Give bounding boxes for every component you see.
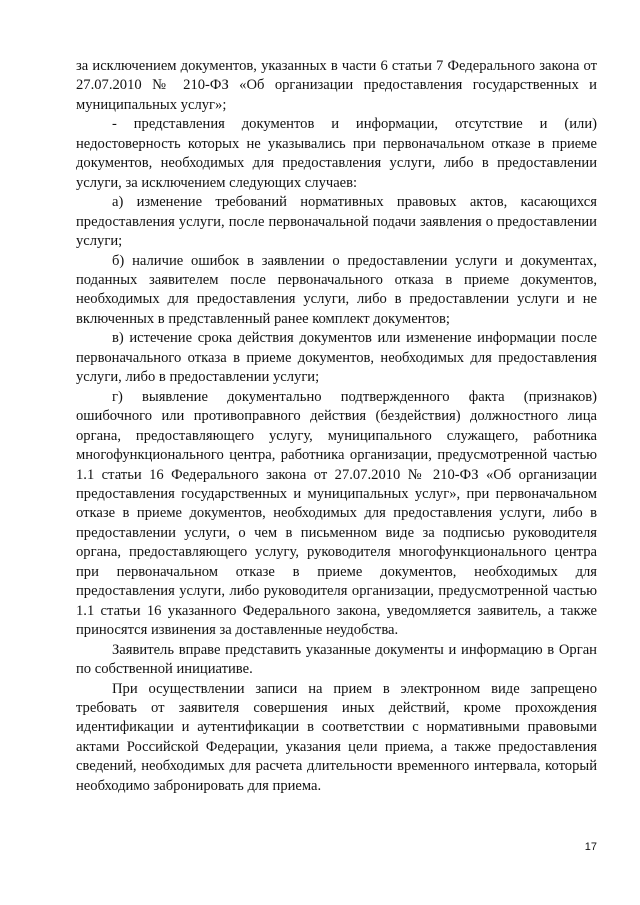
paragraph-item-a: а) изменение требований нормативных правовых актов, касающихся предоставления услуги, после первоначальной подачи заявления о предоставлении услуги;	[76, 194, 597, 250]
document-body	[76, 57, 597, 796]
paragraph-item-v: в) истечение срока действия документов или изменение информации после первоначального отказа в приеме документов, необходимых для предоставления услуги, либо в предоставлении услуги;	[76, 330, 597, 386]
paragraph-continuation: за исключением документов, указанных в части 6 статьи 7 Федерального закона от 27.07.2010 № 210-ФЗ «Об организации предоставления государственных и муниципальных услуг»;	[76, 58, 597, 113]
paragraph-applicant-right: Заявитель вправе представить указанные документы и информацию в Орган по собственной инициативе.	[76, 641, 597, 678]
paragraph-item-b: б) наличие ошибок в заявлении о предоставлении услуги и документах, поданных заявителем после первоначального отказа в приеме документов, необходимых для предоставления услуги, либо в предоставлении услуги и не включенных в представленный ранее комплект документов;	[76, 252, 597, 327]
paragraph-item-g: г) выявление документально подтвержденного факта (признаков) ошибочного или противоправного действия (бездействия) должностного лица органа, предоставляющего услугу, муниципального служащего, работника многофункционального центра, работника организации, предусмотренной частью 1.1 статьи 16 Федерального закона от 27.07.2010 № 210-ФЗ «Об организации предоставления государственных и муниципальных услуг», при первоначальном отказе в приеме документов, необходимых для предоставления услуги, либо в предоставлении услуги, о чем в письменном виде за подписью руководителя органа, предоставляющего услугу, руководителя многофункционального центра при первоначальном отказе в приеме документов, необходимых для предоставления услуги, либо руководителя организации, предусмотренной частью 1.1 статьи 16 указанного Федерального закона, уведомляется заявитель, а также приносятся извинения за доставленные неудобства.	[76, 388, 597, 639]
page-number: 17	[584, 841, 597, 853]
paragraph-dash-item: - представления документов и информации, отсутствие и (или) недостоверность которых не указывались при первоначальном отказе в приеме документов, необходимых для предоставления услуги, либо в предоставлении услуги, за исключением следующих случаев:	[76, 116, 597, 191]
paragraph-electronic-appointment: При осуществлении записи на прием в электронном виде запрещено требовать от заявителя совершения иных действий, кроме прохождения идентификации и аутентификации в соответствии с нормативными правовыми актами Российской Федерации, указания цели приема, а также предоставления сведений, необходимых для расчета длительности временного интервала, который необходимо забронировать для приема.	[76, 680, 597, 794]
